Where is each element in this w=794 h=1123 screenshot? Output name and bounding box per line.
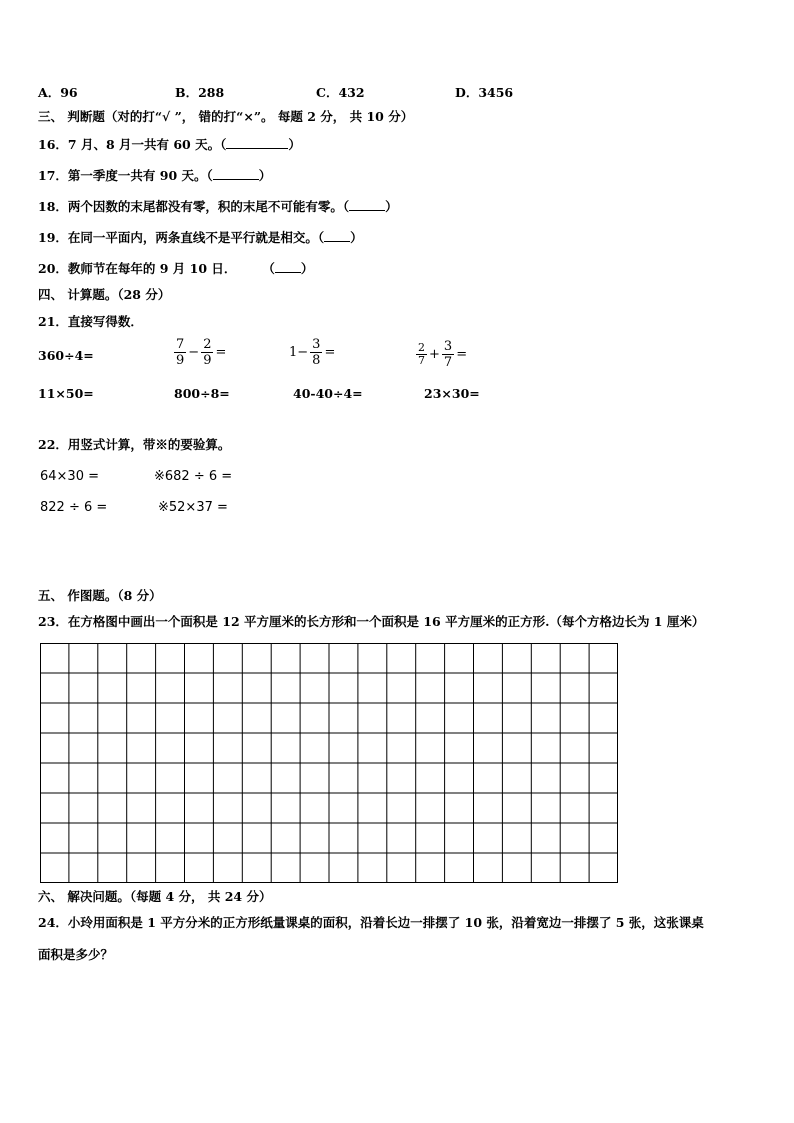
question-17-text: 17．第一季度一共有 90 天。（ — [38, 168, 213, 183]
calc-fraction-add: $\frac{2}{7}$ + $\frac{3}{7}$ = — [418, 339, 468, 370]
open-paren: （ — [262, 261, 275, 276]
fraction: $\frac{3}{8}$ — [312, 337, 321, 368]
option-b: B．288 — [175, 85, 225, 100]
fraction: $\frac{2}{7}$ — [418, 341, 425, 367]
answer-blank[interactable] — [226, 136, 288, 149]
question-21: 21．直接写得数． — [38, 314, 143, 329]
fraction: $\frac{3}{7}$ — [443, 339, 453, 370]
section3-title: 三、 判断题（对的打“√ ”， 错的打“×”。 每题 2 分， 共 10 分） — [38, 109, 414, 124]
answer-blank[interactable] — [324, 229, 350, 242]
question-24-line1: 24．小玲用面积是 1 平方分米的正方形纸量课桌的面积，沿着长边一排摆了 10 张，沿着宽边一排摆了 5 张，这张课桌 — [38, 915, 704, 930]
question-20 — [38, 260, 313, 277]
fraction: $\frac{7}{9}$ — [176, 337, 185, 368]
close-paren: ） — [350, 230, 363, 245]
close-paren: ） — [385, 199, 398, 214]
fraction: $\frac{2}{9}$ — [203, 337, 212, 368]
option-c: C．432 — [316, 85, 365, 100]
question-16-text: 16．7 月、8 月一共有 60 天。（ — [38, 137, 227, 152]
answer-blank[interactable] — [349, 198, 385, 211]
question-18-text: 18．两个因数的末尾都没有零，积的末尾不可能有零。（ — [38, 199, 350, 214]
question-23: 23．在方格图中画出一个面积是 12 平方厘米的长方形和一个面积是 16 平方厘米的正方形.（每个方格边长为 1 厘米） — [38, 614, 705, 629]
vertical-calc-2: ※682 ÷ 6 = — [154, 469, 233, 484]
question-17 — [38, 167, 271, 184]
question-22: 22．用竖式计算，带※的要验算。 — [38, 437, 231, 452]
answer-blank[interactable] — [275, 260, 301, 273]
question-16 — [38, 136, 301, 153]
question-24-line2: 面积是多少？ — [38, 947, 114, 962]
close-paren: ） — [300, 261, 314, 276]
close-paren: ） — [288, 137, 301, 152]
calc-11-times-50: 11×50= — [38, 386, 94, 401]
calc-800-div-8: 800÷8= — [174, 386, 230, 401]
section5-title: 五、 作图题。（8 分） — [38, 588, 162, 603]
question-19-text: 19．在同一平面内，两条直线不是平行就是相交。（ — [38, 230, 325, 245]
vertical-calc-4: ※52×37 = — [158, 500, 228, 515]
calc-40-minus-40-div-4: 40-40÷4= — [293, 386, 363, 401]
square-grid[interactable] — [40, 643, 618, 883]
vertical-calc-1: 64×30 = — [40, 469, 100, 484]
question-19 — [38, 229, 363, 246]
close-paren: ） — [258, 168, 272, 183]
calc-fraction-subtract: $\frac{7}{9}$ − $\frac{2}{9}$ = — [176, 337, 227, 368]
vertical-calc-3: 822 ÷ 6 = — [40, 500, 108, 515]
option-a: A．96 — [38, 85, 78, 100]
section6-title: 六、 解决问题。（每题 4 分， 共 24 分） — [38, 889, 272, 904]
calc-360-div-4: 360÷4= — [38, 348, 94, 363]
option-d: D．3456 — [455, 85, 514, 100]
section4-title: 四、 计算题。（28 分） — [38, 287, 171, 302]
question-18 — [38, 198, 398, 215]
answer-blank[interactable] — [213, 167, 259, 180]
calc-one-minus-fraction: 1− $\frac{3}{8}$ = — [289, 337, 336, 368]
calc-23-times-30: 23×30= — [424, 386, 480, 401]
question-20-text: 20．教师节在每年的 9 月 10 日． — [38, 261, 237, 276]
